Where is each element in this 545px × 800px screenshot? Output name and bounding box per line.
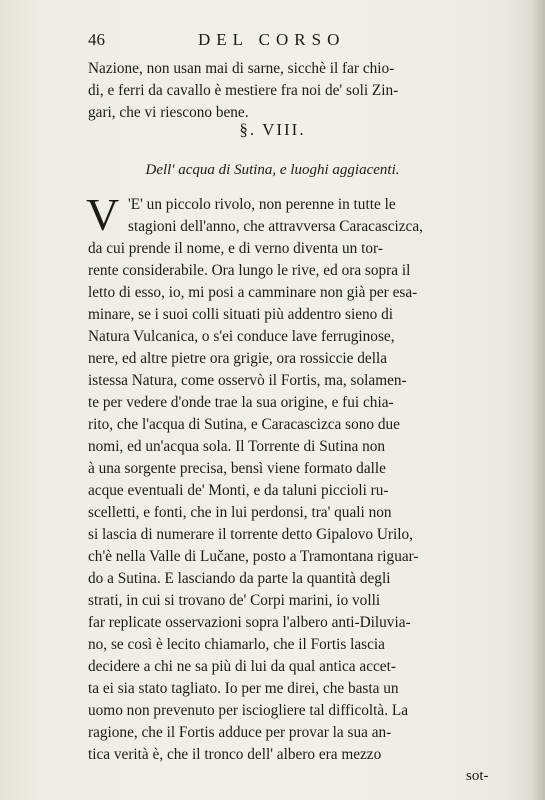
section-heading: §. VIII. xyxy=(239,120,306,139)
text-line: Natura Vulcanica, o s'ei conduce lave ferruginose, xyxy=(88,328,395,345)
text-line: Nazione, non usan mai di sarne, sicchè il far chio- xyxy=(88,60,395,77)
drop-cap: V xyxy=(86,189,120,240)
text-line: gari, che vi riescono bene. xyxy=(88,104,249,121)
page-number: 46 xyxy=(88,30,105,49)
text-line: do a Sutina. E lasciando da parte la quantità degli xyxy=(88,570,391,587)
text-line: 'E' un piccolo rivolo, non perenne in tutte le xyxy=(128,196,396,213)
catchword: sot- xyxy=(466,768,489,784)
text-line: uomo non prevenuto per isciogliere tal difficoltà. La xyxy=(88,702,409,719)
text-line: no, se così è lecito chiamarlo, che il Fortis lascia xyxy=(88,636,385,653)
text-line: tica verità è, che il tronco dell' albero era mezzo xyxy=(88,746,382,763)
text-line: ta ei sia stato tagliato. Io per me direi, che basta un xyxy=(88,680,399,697)
text-line: ragione, che il Fortis adduce per provar la sua an- xyxy=(88,724,392,741)
text-line: nere, ed altre pietre ora grigie, ora rossiccie della xyxy=(88,350,387,367)
text-line: da cui prende il nome, e di verno diventa un tor- xyxy=(88,240,383,257)
section-subtitle: Dell' acqua di Sutina, e luoghi aggiacenti. xyxy=(145,162,400,178)
text-line: di, e ferri da cavallo è mestiere fra noi de' soli Zin- xyxy=(88,82,399,99)
text-line: strati, in cui si trovano de' Corpi marini, io volli xyxy=(88,592,381,609)
text-line: istessa Natura, come osservò il Fortis, ma, solamen- xyxy=(88,372,407,389)
text-line: acque eventuali de' Monti, e da taluni piccioli ru- xyxy=(88,482,389,499)
text-line: far replicate osservazioni sopra l'albero anti-Diluvia- xyxy=(88,614,411,631)
text-line: decidere a chi ne sa più di lui da qual antica accet- xyxy=(88,658,396,675)
running-head-title: DEL CORSO xyxy=(198,30,346,49)
text-line: stagioni dell'anno, che attravversa Caracascizca, xyxy=(128,218,423,235)
text-line: si lascia di numerare il torrente detto Gipalovo Urilo, xyxy=(88,526,413,543)
text-line: à una sorgente precisa, bensì viene formato dalle xyxy=(88,460,386,477)
text-line: ch'è nella Valle di Lučane, posto a Tramontana riguar- xyxy=(88,548,419,565)
text-line: rito, che l'acqua di Sutina, e Caracascizca sono due xyxy=(88,416,400,433)
text-line: te per vedere d'onde trae la sua origine, e fui chia- xyxy=(88,394,394,411)
text-line: scelletti, e fonti, che in lui perdonsi, tra' quali non xyxy=(88,504,392,521)
text-line: minare, se i suoi colli situati più addentro sieno di xyxy=(88,306,394,323)
text-line: rente considerabile. Ora lungo le rive, ed ora sopra il xyxy=(88,262,411,279)
text-line: nomi, ed un'acqua sola. Il Torrente di Sutina non xyxy=(88,438,386,455)
text-line: letto di esso, io, mi posi a camminare non già per esa- xyxy=(88,284,418,301)
running-head xyxy=(88,30,488,52)
